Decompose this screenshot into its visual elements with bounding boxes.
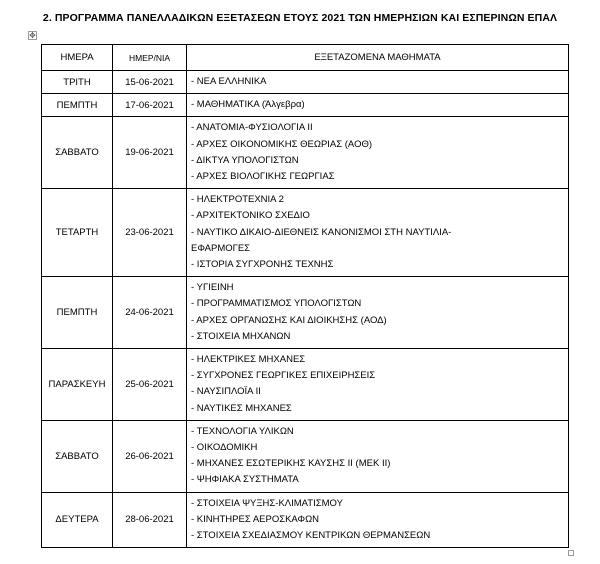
- subject-item: - ΙΣΤΟΡΙΑ ΣΥΓΧΡΟΝΗΣ ΤΕΧΝΗΣ: [191, 259, 334, 271]
- exam-day-cell: ΔΕΥΤΕΡΑ: [42, 492, 113, 548]
- subject-item: - ΣΥΓΧΡΟΝΕΣ ΓΕΩΡΓΙΚΕΣ ΕΠΙΧΕΙΡΗΣΕΙΣ: [191, 370, 376, 382]
- exam-subjects-cell: [187, 277, 569, 349]
- exam-date-cell: 15-06-2021: [113, 71, 187, 94]
- subject-item: - ΝΑΥΤΙΚΕΣ ΜΗΧΑΝΕΣ: [191, 402, 292, 414]
- subject-item: - ΝΕΑ ΕΛΛΗΝΙΚΑ: [191, 76, 267, 87]
- subject-item: - ΤΕΧΝΟΛΟΓΙΑ ΥΛΙΚΩΝ: [191, 425, 294, 437]
- subject-item: - ΗΛΕΚΤΡΟΤΕΧΝΙΑ 2: [191, 194, 284, 206]
- subject-item: - ΣΤΟΙΧΕΙΑ ΨΥΞΗΣ-ΚΛΙΜΑΤΙΣΜΟΥ: [191, 497, 343, 509]
- exam-subjects-cell: [187, 94, 569, 117]
- table-row: [42, 71, 569, 94]
- exam-subjects-cell: [187, 117, 569, 189]
- subject-item: - ΚΙΝΗΤΗΡΕΣ ΑΕΡΟΣΚΑΦΩΝ: [191, 513, 320, 525]
- subject-list: [187, 117, 568, 188]
- exam-date-cell: 24-06-2021: [113, 277, 187, 349]
- table-row: [42, 117, 569, 189]
- exam-day-cell: ΣΑΒΒΑΤΟ: [42, 117, 113, 189]
- exam-day-cell: ΤΕΤΑΡΤΗ: [42, 189, 113, 277]
- subject-list: [187, 493, 568, 548]
- subject-item: - ΗΛΕΚΤΡΙΚΕΣ ΜΗΧΑΝΕΣ: [191, 354, 306, 366]
- subject-item: - ΑΝΑΤΟΜΙΑ-ΦΥΣΙΟΛΟΓΙΑ ΙΙ: [191, 122, 313, 134]
- subject-item: - ΑΡΧΕΣ ΟΡΓΑΝΩΣΗΣ ΚΑΙ ΔΙΟΙΚΗΣΗΣ (ΑΟΔ): [191, 314, 387, 326]
- subject-item: - ΜΗΧΑΝΕΣ ΕΣΩΤΕΡΙΚΗΣ ΚΑΥΣΗΣ ΙΙ (ΜΕΚ ΙΙ): [191, 458, 391, 470]
- subject-item: - ΣΤΟΙΧΕΙΑ ΣΧΕΔΙΑΣΜΟΥ ΚΕΝΤΡΙΚΩΝ ΘΕΡΜΑΝΣΕΩΝ: [191, 530, 431, 542]
- subject-item: - ΝΑΥΣΙΠΛΟΪΑ ΙΙ: [191, 386, 261, 398]
- subject-item: ΕΦΑΡΜΟΓΕΣ: [191, 242, 251, 254]
- exam-day-cell: ΤΡΙΤΗ: [42, 71, 113, 94]
- subject-item: - ΜΑΘΗΜΑΤΙΚΑ (Άλγεβρα): [191, 99, 305, 111]
- table-row: [42, 420, 569, 492]
- subject-list: [187, 421, 568, 492]
- subject-list: [187, 189, 568, 276]
- exam-subjects-cell: [187, 349, 569, 421]
- subject-item: - ΑΡΧΕΣ ΒΙΟΛΟΓΙΚΗΣ ΓΕΩΡΓΙΑΣ: [191, 171, 335, 183]
- exam-subjects-cell: [187, 71, 569, 94]
- header-subjects: ΕΞΕΤΑΖΟΜΕΝΑ ΜΑΘΗΜΑΤΑ: [187, 45, 569, 71]
- subject-list: [187, 71, 568, 93]
- subject-item: - ΠΡΟΓΡΑΜΜΑΤΙΣΜΟΣ ΥΠΟΛΟΓΙΣΤΩΝ: [191, 298, 362, 310]
- exam-subjects-cell: [187, 189, 569, 277]
- table-row: [42, 492, 569, 548]
- exam-date-cell: 23-06-2021: [113, 189, 187, 277]
- subject-item: - ΑΡΧΕΣ ΟΙΚΟΝΟΜΙΚΗΣ ΘΕΩΡΙΑΣ (ΑΟΘ): [191, 138, 373, 150]
- subject-item: - ΝΑΥΤΙΚΟ ΔΙΚΑΙΟ-ΔΙΕΘΝΕΙΣ ΚΑΝΟΝΙΣΜΟΙ ΣΤΗ ΝΑΥΤΙΛΙΑ-: [191, 226, 452, 238]
- document-title: 2. ΠΡΟΓΡΑΜΜΑ ΠΑΝΕΛΛΑΔΙΚΩΝ ΕΞΕΤΑΣΕΩΝ ΕΤΟΥΣ 2021 ΤΩΝ ΗΜΕΡΗΣΙΩΝ ΚΑΙ ΕΣΠΕΡΙΝΩΝ ΕΠΑΛ: [42, 12, 558, 24]
- exam-date-cell: 17-06-2021: [113, 94, 187, 117]
- subject-item: - ΥΓΙΕΙΝΗ: [191, 282, 234, 294]
- header-day: ΗΜΕΡΑ: [42, 45, 113, 71]
- table-resize-handle[interactable]: [568, 550, 574, 556]
- subject-list: [187, 94, 568, 116]
- exam-day-cell: ΠΕΜΠΤΗ: [42, 277, 113, 349]
- exam-subjects-cell: [187, 420, 569, 492]
- subject-item: - ΨΗΦΙΑΚΑ ΣΥΣΤΗΜΑΤΑ: [191, 474, 299, 486]
- exam-date-cell: 28-06-2021: [113, 492, 187, 548]
- table-move-handle-icon[interactable]: ✥: [29, 31, 36, 40]
- subject-item: - ΑΡΧΙΤΕΚΤΟΝΙΚΟ ΣΧΕΔΙΟ: [191, 210, 310, 222]
- header-date: ΗΜΕΡ/ΝΙΑ: [113, 45, 187, 71]
- table-row: [42, 349, 569, 421]
- exam-date-cell: 19-06-2021: [113, 117, 187, 189]
- subject-item: - ΣΤΟΙΧΕΙΑ ΜΗΧΑΝΩΝ: [191, 330, 291, 342]
- subject-list: [187, 349, 568, 420]
- exam-date-cell: 26-06-2021: [113, 420, 187, 492]
- exam-schedule-table: [41, 44, 569, 548]
- exam-subjects-cell: [187, 492, 569, 548]
- subject-item: - ΔΙΚΤΥΑ ΥΠΟΛΟΓΙΣΤΩΝ: [191, 154, 299, 166]
- subject-list: [187, 277, 568, 348]
- exam-date-cell: 25-06-2021: [113, 349, 187, 421]
- exam-day-cell: ΠΑΡΑΣΚΕΥΗ: [42, 349, 113, 421]
- table-row: [42, 94, 569, 117]
- table-row: [42, 189, 569, 277]
- table-row: [42, 277, 569, 349]
- subject-item: - ΟΙΚΟΔΟΜΙΚΗ: [191, 442, 258, 454]
- table-body: [42, 71, 569, 548]
- table-header-row: [42, 45, 569, 71]
- exam-day-cell: ΠΕΜΠΤΗ: [42, 94, 113, 117]
- exam-day-cell: ΣΑΒΒΑΤΟ: [42, 420, 113, 492]
